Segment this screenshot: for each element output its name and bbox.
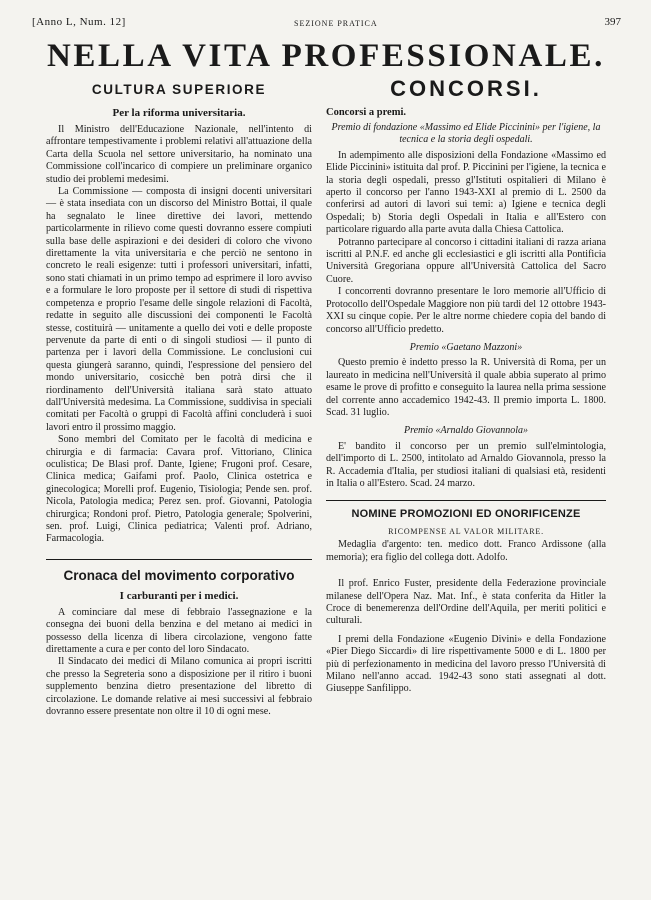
page-title: NELLA VITA PROFESSIONALE. — [46, 38, 605, 74]
premio-giovannola-title: Premio «Arnaldo Giovannola» — [403, 425, 529, 437]
premio-piccinini-paragraph: I concorrenti dovranno presentare le loro memorie all'Ufficio di Protocollo dell'Ospedale Maggiore non più tardi del 12 ottobre 1943-XXI su cinque copie. Per le altre norme chiedere copia del bando di concorso all'Ufficio predetto. — [326, 286, 606, 335]
cultura-heading: CULTURA SUPERIORE — [91, 82, 267, 97]
section-divider — [46, 559, 312, 560]
cronaca-heading: Cronaca del movimento corporativo — [63, 567, 295, 583]
concorsi-subheading: Concorsi a premi. — [326, 107, 407, 118]
cronaca-paragraph: Il Sindacato dei medici di Milano comunica ai propri iscritti che presso la Segreteria sono a disposizione per il ritiro i buoni supplemento benzina dietro presentazione del libretto di circolazione. Le domande relative ai mesi successivi al febbraio dovranno essere presentate non oltre il 10 di ogni mese. — [46, 656, 312, 718]
premio-piccinini-paragraph: In adempimento alle disposizioni della Fondazione «Massimo ed Elide Piccinini» istituita dal prof. P. Piccinini per l'igiene, la tecnica e la storia degli ospedali, presso gl'Istituti ospitalieri di Milano è aperto il concorso per l'anno 1943-XXI al premio di L. 2500 da conferirsi ad autori di lavori sui temi: a) Igiene e tecnica degli Ospedali; b) Storia degli Ospedali in Italia e all'Estero con particolare riguardo alla parte avuta dalla Chiesa Cattolica. — [326, 149, 606, 236]
cultura-paragraph: Il Ministro dell'Educazione Nazionale, nell'intento di affrontare tempestivamente i problemi relativi all'attuazione della Carta della Scuola nel settore universitario, ha nominato una Commissione coll'incarico di compiere un preliminare organico studio dei problemi medesimi. — [46, 124, 312, 185]
premio-mazzoni-title: Premio «Gaetano Mazzoni» — [409, 341, 523, 353]
running-header — [32, 16, 621, 30]
cronaca-paragraph: A cominciare dal mese di febbraio l'assegnazione e la consegna dei buoni della benzina e del metano ai medici in possesso della licenza di libera circolazione, vengono fatte direttamente a cura e per conto del loro Sindacato. — [46, 606, 312, 656]
nomine-paragraph: Il prof. Enrico Fuster, presidente della Federazione provinciale milanese dell'Opera Naz. Mat. Inf., è stata conferita da Hitler la Croce di benemerenza dell'Ordine dell'Aquila, per meriti politici e culturali. — [326, 578, 606, 627]
cultura-subheading: Per la riforma universitaria. — [112, 107, 246, 119]
nomine-heading: NOMINE PROMOZIONI ED ONORIFICENZE — [351, 508, 581, 521]
cultura-paragraph: Sono membri del Comitato per le facoltà di medicina e chirurgia e di farmacia: Cavara prof. Vittoriano, Clinica oculistica; De Blasi prof. Dante, Igiene; Frugoni prof. Cesare, Clinica medica; Gaifami prof. Paolo, Clinica ostetrica e ginecologica; Morelli prof. Eugenio, Tisiologia; Pende sen. prof. Nicola, Patologia medica; Perez sen. prof. Giovanni, Patologia chirurgica; Rondoni prof. Pietro, Patologia generale; Spolverini, sen. prof. Luigi, Clinica pediatrica; Valenti prof. Adriano, Farmacologia. — [46, 434, 312, 545]
premio-piccinini-title: Premio di fondazione «Massimo ed Elide Piccinini» per l'igiene, la tecnica e la storia degli ospedali. — [331, 122, 601, 146]
cultura-paragraph: La Commissione — composta di insigni docenti universitari — è stata insediata con un discorso del Ministro Bottai, il quale ha segnalato le linee direttive dei lavori, mettendo particolarmente in rilievo come questi dovranno essere compiuti sulla base delle aspirazioni e dei desideri di coloro che vivono direttamente la vita universitaria e che perciò ne sentono in concreto le reali esigenze: tutti i professori universitari, infatti, sono stati chiamati in un primo tempo ad esprimere il loro avviso e a formulare le loro proposte per il settore di studi di rispettiva competenza e proprio l'esame delle singole relazioni di Facoltà, redatte in seguito alle discussioni dei componenti le Facoltà stesse, costituirà — unitamente a quello dei voti e delle proposte pervenute da parte di enti o di singoli studiosi — il punto di partenza per i lavori della Commissione. Le conclusioni cui questa giungerà saranno, quindi, l'espressione del pensiero del mondo universitario, cosicchè ben potrà dirsi che il riordinamento dell'Università italiana sarà stato attuato dall'Università medesima. La Commissione, suddivisa in speciali comitati per Facoltà o gruppi di Facoltà affini concluderà i suoi lavori entro il prossimo maggio. — [46, 186, 312, 433]
premio-giovannola-paragraph: E' bandito il concorso per un premio sull'elmintologia, dell'importo di L. 2500, intitolato ad Arnaldo Giovannola, presso la R. Accademia d'Italia, per studiosi italiani di qualsiasi età, residenti in Italia o all'Estero. Scad. 24 marzo. — [326, 440, 606, 489]
page-number: 397 — [604, 16, 621, 28]
premio-mazzoni-paragraph: Questo premio è indetto presso la R. Università di Roma, per un laureato in medicina nell'Università il quale abbia superato al primo esame le prove di profitto e conseguito la laurea nella prima sessione del corrente anno accademico 1942-43. Il premio importa L. 1800. Scad. 31 luglio. — [326, 357, 606, 418]
left-column — [46, 82, 312, 718]
section-divider — [326, 500, 606, 501]
nomine-paragraph: Medaglia d'argento: ten. medico dott. Franco Ardissone (alla memoria); era figlio del collega dott. Adolfo. — [326, 539, 606, 563]
nomine-subheading: RICOMPENSE AL VALOR MILITARE. — [388, 527, 544, 537]
section-label: SEZIONE PRATICA — [294, 19, 378, 28]
nomine-paragraph: I premi della Fondazione «Eugenio Divini» e della Fondazione «Pier Diego Siccardi» di lire rispettivamente 5000 e di L. 1800 per più di perfezionamento in medicina del lavoro presso l'Università di Milano nell'anno accad. 1942-43 sono stati assegnati al dott. Giuseppe Sanfilippo. — [326, 633, 606, 695]
premio-piccinini-paragraph: Potranno partecipare al concorso i cittadini italiani di razza ariana iscritti al P.N.F. ed anche gli ecclesiastici e gli iscritti alla Pontificia Università Gregoriana oppure all'Università Cattolica del Sacro Cuore. — [326, 236, 606, 285]
cronaca-subheading: I carburanti per i medici. — [119, 589, 239, 602]
issue-label: [Anno L, Num. 12] — [32, 16, 126, 28]
right-column — [326, 76, 606, 696]
concorsi-heading: CONCORSI. — [390, 76, 542, 101]
